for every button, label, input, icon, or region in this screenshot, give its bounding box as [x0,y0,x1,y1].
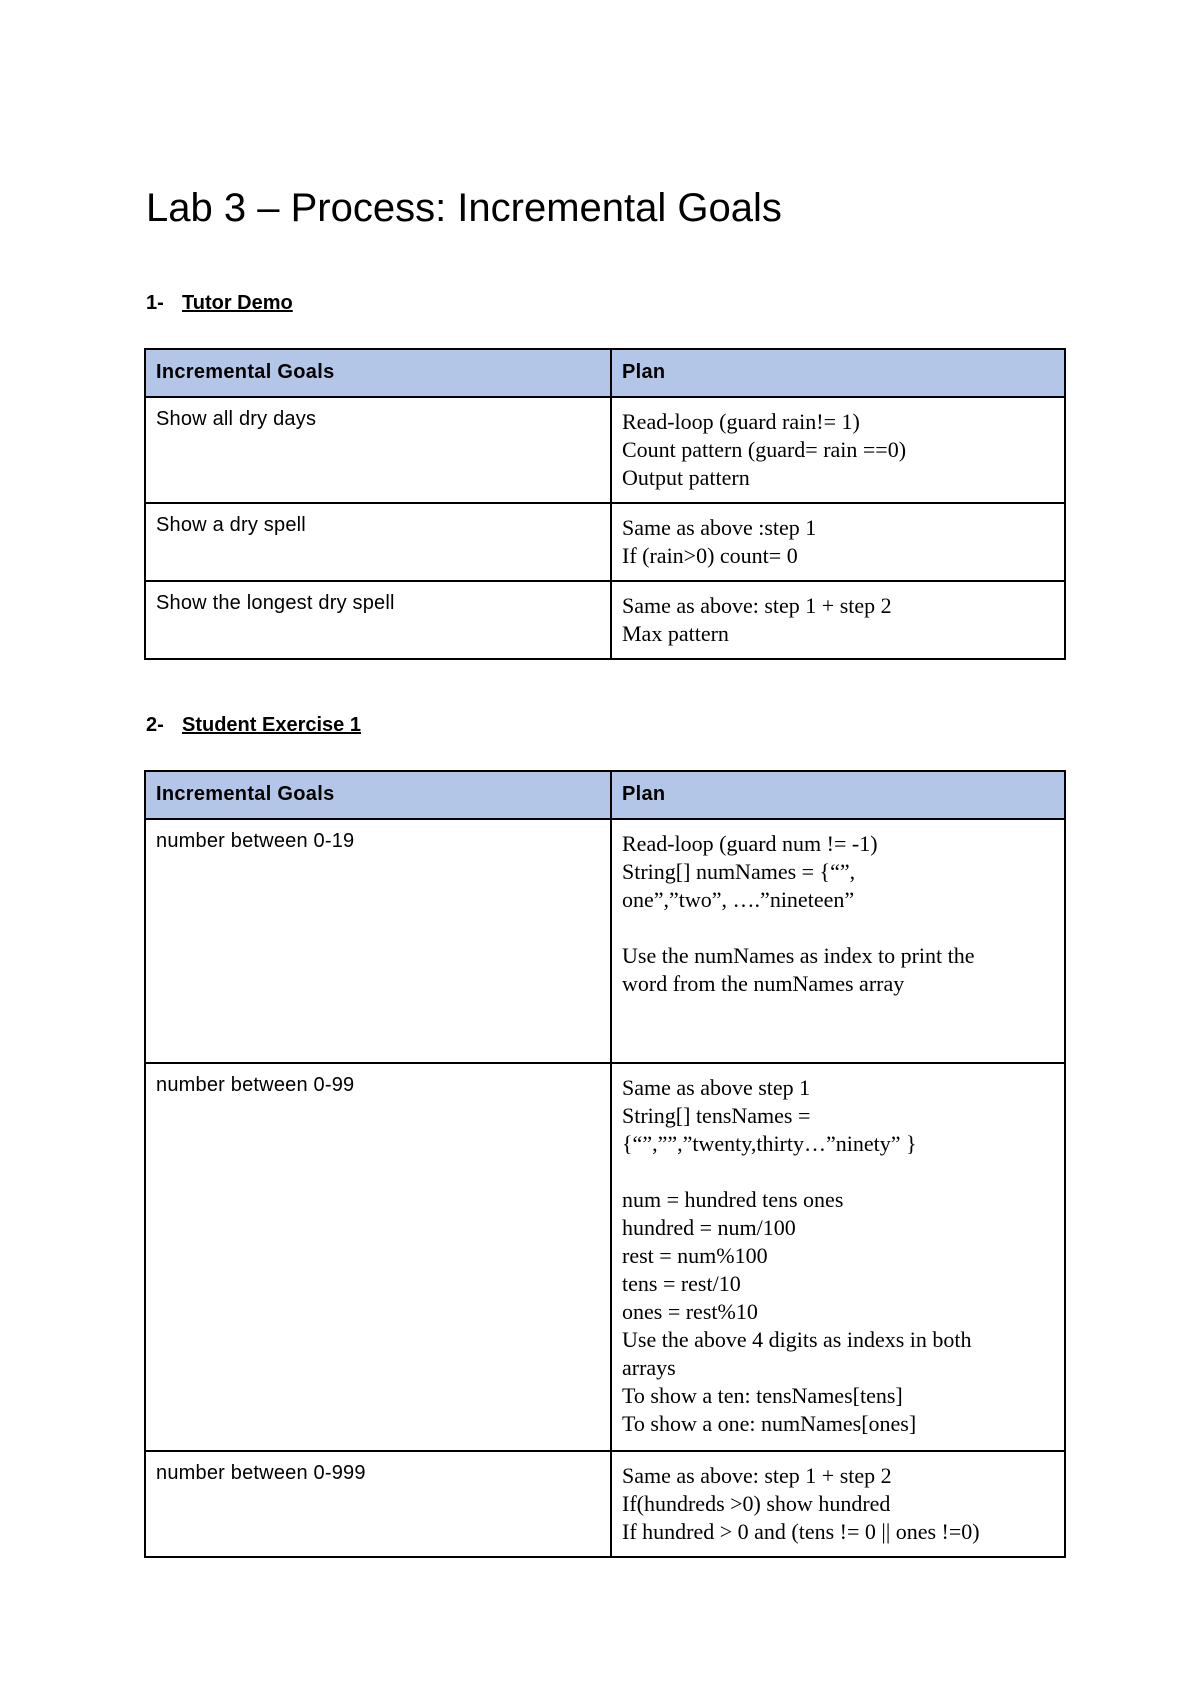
goal-cell: number between 0-19 [145,819,611,1063]
student-exercise-table [144,770,1066,1558]
plan-line: If(hundreds >0) show hundred [622,1491,891,1516]
table-row [145,1063,1065,1451]
plan-line: ones = rest%10 [622,1299,758,1324]
plan-line: hundred = num/100 [622,1215,796,1240]
plan-line: Read-loop (guard num != -1) [622,831,878,856]
goal-cell: Show a dry spell [145,503,611,581]
page-title: Lab 3 – Process: Incremental Goals [146,186,782,230]
plan-line: String[] tensNames = [622,1103,811,1128]
table-header-row [145,349,1065,397]
section-number: 2- [146,714,164,736]
section-title: Student Exercise 1 [182,714,361,736]
plan-cell [611,581,1065,659]
plan-cell [611,1451,1065,1557]
plan-line: one”,”two”, ….”nineteen” [622,887,855,912]
plan-line: If hundred > 0 and (tens != 0 || ones !=0) [622,1519,980,1544]
plan-line: Same as above: step 1 + step 2 [622,593,892,618]
tutor-demo-table [144,348,1066,660]
plan-line [622,914,1054,942]
goal-cell: Show the longest dry spell [145,581,611,659]
section-title: Tutor Demo [182,292,293,314]
plan-line: {“”,””,”twenty,thirty…”ninety” } [622,1131,917,1156]
plan-line: Same as above :step 1 [622,515,817,540]
plan-line: To show a one: numNames[ones] [622,1411,917,1436]
plan-line: Use the numNames as index to print the [622,943,975,968]
goal-cell: number between 0-999 [145,1451,611,1557]
plan-line: rest = num%100 [622,1243,768,1268]
plan-cell [611,819,1065,1063]
section-number: 1- [146,292,164,314]
plan-line: Count pattern (guard= rain ==0) [622,437,907,462]
table-row [145,1451,1065,1557]
plan-line: Read-loop (guard rain!= 1) [622,409,860,434]
plan-cell [611,1063,1065,1451]
table-row [145,503,1065,581]
column-header-plan: Plan [611,771,1065,819]
plan-line: Max pattern [622,621,729,646]
table-row [145,581,1065,659]
plan-line: Same as above: step 1 + step 2 [622,1463,892,1488]
plan-cell [611,397,1065,503]
plan-line: arrays [622,1355,676,1380]
plan-line: tens = rest/10 [622,1271,741,1296]
plan-line: Same as above step 1 [622,1075,811,1100]
column-header-goals: Incremental Goals [145,349,611,397]
plan-line: num = hundred tens ones [622,1187,844,1212]
goal-cell: Show all dry days [145,397,611,503]
plan-line: word from the numNames array [622,971,905,996]
section-heading-tutor-demo [146,292,293,315]
table-row [145,819,1065,1063]
section-heading-student-exercise [146,714,361,737]
column-header-goals: Incremental Goals [145,771,611,819]
plan-line: Output pattern [622,465,750,490]
column-header-plan: Plan [611,349,1065,397]
plan-line: To show a ten: tensNames[tens] [622,1383,903,1408]
plan-cell [611,503,1065,581]
plan-line: If (rain>0) count= 0 [622,543,798,568]
plan-line: Use the above 4 digits as indexs in both [622,1327,972,1352]
plan-line [622,1158,1054,1186]
plan-line: String[] numNames = {“”, [622,859,856,884]
table-header-row [145,771,1065,819]
table-row [145,397,1065,503]
goal-cell: number between 0-99 [145,1063,611,1451]
